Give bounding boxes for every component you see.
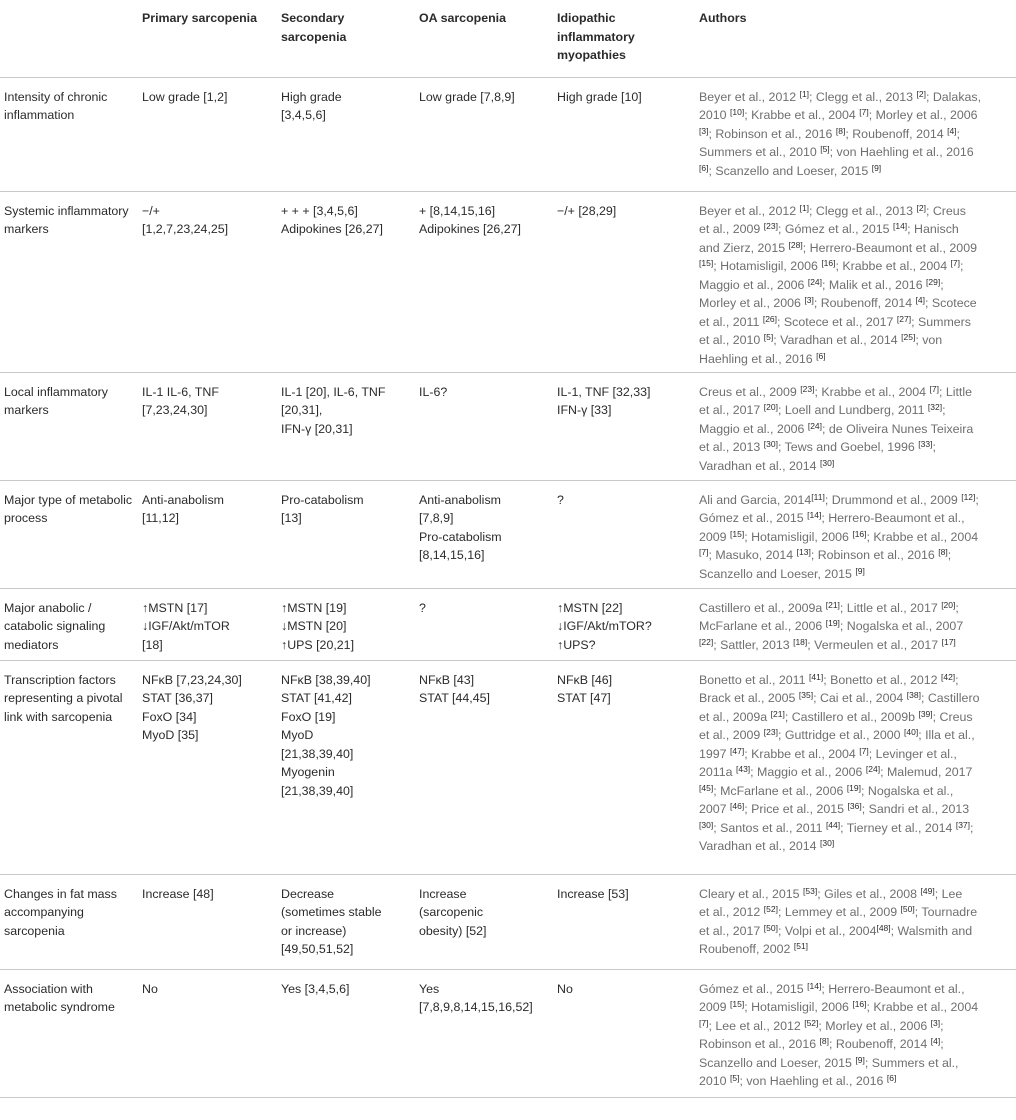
- cell-line: Anti-anabolism: [142, 492, 224, 507]
- reference-number: [15]: [699, 258, 714, 268]
- row-label: Systemic inflammatory markers: [4, 203, 129, 236]
- cell-line: [11,12]: [142, 511, 179, 525]
- reference-number: [48]: [876, 922, 891, 933]
- reference-number: [36]: [847, 801, 862, 811]
- cell-line: MyoD [35]: [142, 728, 199, 742]
- reference-number: [6]: [699, 162, 709, 173]
- cell-line: Pro-catabolism: [281, 492, 364, 507]
- reference-number: [21]: [825, 599, 840, 610]
- reference-number: [26]: [762, 313, 778, 324]
- author-line: Cleary et al., 2015 [53]; Giles et al., 2008 [49]; Lee: [699, 885, 963, 901]
- author-line: McFarlane et al., 2006 [19]; Nogalska et al., 2007: [699, 618, 964, 633]
- cell-line: Anti-anabolism: [419, 492, 501, 507]
- secondary-cell: [277, 191, 415, 372]
- cell-line: [49,50,51,52]: [281, 942, 354, 956]
- reference-number: [11]: [811, 491, 825, 502]
- secondary-cell: [277, 660, 415, 874]
- cell-line: ↑UPS [20,21]: [281, 637, 355, 652]
- reference-number: [8]: [938, 547, 948, 557]
- table-row: [0, 660, 1016, 874]
- author-line: 2009 [15]; Hotamisligil, 2006 [16]; Krabbe et al., 2004: [699, 528, 979, 544]
- cell-line: −/+: [142, 203, 160, 218]
- secondary-cell: [277, 969, 415, 1097]
- cell-line: −/+ [28,29]: [557, 203, 617, 218]
- reference-number: [53]: [803, 885, 818, 896]
- cell-line: [18]: [142, 637, 163, 652]
- cell-line: [13]: [281, 511, 302, 525]
- reference-number: [43]: [735, 764, 751, 774]
- author-line: et al., 2013 [30]; Tews and Goebel, 1996 [33];: [699, 439, 936, 454]
- author-line: [22]; Sattler, 2013 [18]; Vermeulen et al., 2017 [17]: [699, 636, 956, 652]
- cell-line: Yes: [419, 981, 440, 996]
- reference-number: [4]: [930, 1036, 941, 1046]
- reference-number: [12]: [961, 491, 976, 502]
- reference-number: [52]: [763, 904, 778, 914]
- cell-line: NFκB [7,23,24,30]: [142, 672, 242, 687]
- reference-number: [1]: [799, 88, 810, 99]
- header-oa-sarcopenia: OA sarcopenia: [419, 11, 506, 25]
- cell-line: ?: [557, 492, 564, 507]
- author-line: et al., 2017 [20]; Loell and Lundberg, 2011 [32];: [699, 402, 946, 417]
- reference-number: [4]: [947, 125, 957, 136]
- cell-line: MyoD: [281, 728, 314, 742]
- cell-line: (sarcopenic: [419, 905, 484, 919]
- cell-line: FoxO [34]: [142, 709, 197, 724]
- table-row: [0, 588, 1016, 660]
- reference-number: [7]: [859, 107, 869, 117]
- reference-number: [37]: [955, 819, 971, 830]
- authors-cell: [695, 588, 1016, 660]
- cell-line: No: [142, 981, 158, 996]
- cell-line: ↓MSTN [20]: [281, 619, 347, 633]
- author-line: [45]; McFarlane et al., 2006 [19]; Nogalska et al.,: [699, 782, 954, 798]
- cell-line: [1,2,7,23,24,25]: [142, 222, 229, 236]
- row-label: Major type of metabolic process: [4, 492, 133, 525]
- reference-number: [25]: [901, 332, 916, 342]
- authors-cell: [695, 969, 1016, 1097]
- authors-cell: [695, 77, 1016, 191]
- iim-cell: [553, 191, 695, 372]
- secondary-cell: [277, 372, 415, 480]
- cell-line: Adipokines [26,27]: [281, 222, 383, 236]
- cell-line: Pro-catabolism: [419, 529, 502, 544]
- secondary-cell: [277, 480, 415, 588]
- reference-number: [33]: [918, 439, 933, 449]
- author-line: Haehling et al., 2016 [6]: [699, 350, 826, 366]
- reference-number: [20]: [941, 599, 956, 610]
- reference-number: [5]: [820, 144, 830, 154]
- author-line: 2010 [10]; Krabbe et al., 2004 [7]; Morley et al., 2006: [699, 107, 978, 122]
- primary-cell: [138, 480, 277, 588]
- cell-line: Myogenin: [281, 765, 335, 779]
- author-line: et al., 2009 [23]; Gómez et al., 2015 [14]; Hanisch: [699, 221, 959, 236]
- cell-line: ↑UPS?: [557, 637, 596, 652]
- cell-line: NFκB [46]: [557, 672, 613, 687]
- cell-line: ↑MSTN [22]: [557, 600, 623, 615]
- primary-cell: [138, 588, 277, 660]
- reference-number: [5]: [730, 1073, 740, 1083]
- table-row: [0, 191, 1016, 372]
- header-authors: Authors: [699, 11, 747, 25]
- author-line: 2011a [43]; Maggio et al., 2006 [24]; Malemud, 2017: [699, 764, 973, 779]
- reference-number: [7]: [699, 547, 709, 557]
- reference-number: [30]: [820, 838, 835, 848]
- oa-cell: [415, 191, 553, 372]
- row-label: Local inflammatory markers: [4, 384, 108, 417]
- reference-number: [44]: [825, 819, 841, 830]
- cell-line: + + + [3,4,5,6]: [281, 203, 358, 218]
- cell-line: ↑MSTN [17]: [142, 600, 208, 615]
- reference-number: [29]: [926, 276, 941, 287]
- cell-line: NFκB [38,39,40]: [281, 672, 371, 687]
- reference-number: [50]: [900, 904, 915, 914]
- author-line: [7]; Masuko, 2014 [13]; Robinson et al., 2016 [8];: [699, 547, 952, 562]
- cell-line: Increase [48]: [142, 886, 214, 901]
- author-line: et al., 2011 [26]; Scotece et al., 2017 [27]; Summers: [699, 313, 971, 329]
- author-line: et al., 2009a [21]; Castillero et al., 2009b [39]; Creus: [699, 708, 973, 724]
- secondary-cell: [277, 77, 415, 191]
- author-line: 2009 [15]; Hotamisligil, 2006 [16]; Krabbe et al., 2004: [699, 999, 979, 1014]
- cell-line: obesity) [52]: [419, 923, 487, 938]
- reference-number: [24]: [807, 420, 823, 431]
- reference-number: [30]: [820, 457, 835, 468]
- iim-cell: [553, 480, 695, 588]
- author-line: 1997 [47]; Krabbe et al., 2004 [7]; Levinger et al.,: [699, 745, 957, 761]
- reference-number: [3]: [930, 1017, 941, 1028]
- cell-line: IFN-γ [33]: [557, 403, 612, 417]
- author-line: Gómez et al., 2015 [14]; Herrero-Beaumont et al.,: [699, 980, 965, 996]
- author-line: Morley et al., 2006 [3]; Roubenoff, 2014 [4]; Scotece: [699, 295, 977, 310]
- author-line: Creus et al., 2009 [23]; Krabbe et al., 2004 [7]; Little: [699, 383, 972, 399]
- primary-cell: [138, 969, 277, 1097]
- reference-number: [30]: [763, 439, 778, 449]
- reference-number: [19]: [846, 782, 861, 793]
- author-line: et al., 2012 [52]; Lemmey et al., 2009 [50]; Tournadre: [699, 904, 978, 919]
- reference-number: [23]: [763, 727, 778, 737]
- author-line: Varadhan et al., 2014 [30]: [699, 457, 835, 473]
- cell-line: [21,38,39,40]: [281, 746, 354, 761]
- authors-cell: [695, 372, 1016, 480]
- cell-line: IFN-γ [20,31]: [281, 421, 353, 436]
- author-line: [6]; Scanzello and Loeser, 2015 [9]: [699, 162, 882, 178]
- reference-number: [28]: [788, 239, 803, 250]
- cell-line: FoxO [19]: [281, 709, 336, 724]
- reference-number: [23]: [800, 383, 815, 394]
- reference-number: [14]: [807, 980, 822, 991]
- reference-number: [30]: [699, 819, 714, 830]
- oa-cell: [415, 660, 553, 874]
- cell-line: [7,23,24,30]: [142, 403, 208, 417]
- oa-cell: [415, 372, 553, 480]
- row-label: Transcription factors representing a pivotal link with sarcopenia: [4, 672, 123, 724]
- cell-line: ↑MSTN [19]: [281, 600, 347, 615]
- author-line: Castillero et al., 2009a [21]; Little et al., 2017 [20];: [699, 599, 959, 615]
- authors-cell: [695, 191, 1016, 372]
- reference-number: [5]: [763, 332, 774, 342]
- table-row: [0, 372, 1016, 480]
- reference-number: [32]: [927, 402, 943, 412]
- cell-line: [3,4,5,6]: [281, 108, 326, 122]
- reference-number: [38]: [906, 690, 921, 700]
- header-blank: [0, 0, 138, 77]
- author-line: et al., 2010 [5]; Varadhan et al., 2014 [25]; von: [699, 332, 943, 347]
- reference-number: [40]: [904, 727, 919, 737]
- author-line: Scanzello and Loeser, 2015 [9]: [699, 565, 865, 581]
- cell-line: Yes [3,4,5,6]: [281, 981, 350, 996]
- reference-number: [16]: [852, 999, 867, 1009]
- reference-number: [27]: [896, 313, 912, 324]
- author-line: Ali and Garcia, 2014[11]; Drummond et al., 2009 [12];: [699, 491, 979, 507]
- reference-number: [42]: [940, 671, 956, 682]
- secondary-cell: [277, 874, 415, 969]
- cell-line: [7,8,9]: [419, 511, 454, 525]
- author-line: [15]; Hotamisligil, 2006 [16]; Krabbe et al., 2004 [7];: [699, 258, 964, 273]
- primary-cell: [138, 191, 277, 372]
- reference-number: [9]: [855, 565, 865, 576]
- reference-number: [49]: [920, 885, 935, 896]
- header-row: [0, 0, 1016, 77]
- cell-line: IL-1 [20], IL-6, TNF: [281, 384, 386, 399]
- reference-number: [9]: [871, 162, 882, 173]
- author-line: Maggio et al., 2006 [24]; Malik et al., 2016 [29];: [699, 276, 944, 292]
- reference-number: [2]: [916, 202, 926, 213]
- authors-cell: [695, 874, 1016, 969]
- row-label: Changes in fat mass accompanying sarcopenia: [4, 886, 117, 938]
- author-line: et al., 2009 [23]; Guttridge et al., 2000 [40]; Illa et al.,: [699, 727, 975, 742]
- cell-line: STAT [41,42]: [281, 691, 352, 705]
- reference-number: [24]: [865, 764, 881, 774]
- cell-line: (sometimes stable: [281, 905, 382, 919]
- cell-line: ?: [419, 600, 426, 615]
- author-line: Maggio et al., 2006 [24]; de Oliveira Nunes Teixeira: [699, 420, 974, 436]
- author-line: [3]; Robinson et al., 2016 [8]; Roubenoff, 2014 [4];: [699, 125, 960, 141]
- reference-number: [39]: [918, 708, 933, 719]
- reference-number: [51]: [793, 941, 809, 951]
- author-line: Robinson et al., 2016 [8]; Roubenoff, 2014 [4];: [699, 1036, 944, 1051]
- row-label: Intensity of chronic inflammation: [4, 89, 108, 122]
- reference-number: [7]: [950, 258, 960, 268]
- cell-line: Increase [53]: [557, 886, 629, 901]
- author-line: Brack et al., 2005 [35]; Cai et al., 2004 [38]; Castillero: [699, 690, 980, 705]
- author-line: 2007 [46]; Price et al., 2015 [36]; Sandri et al., 2013: [699, 801, 970, 816]
- primary-cell: [138, 660, 277, 874]
- header-secondary-sarcopenia: Secondary sarcopenia: [281, 11, 347, 44]
- cell-line: IL-6?: [419, 384, 448, 399]
- primary-cell: [138, 874, 277, 969]
- reference-number: [4]: [915, 295, 926, 305]
- author-line: [30]; Santos et al., 2011 [44]; Tierney et al., 2014 [37];: [699, 819, 974, 835]
- table-row: [0, 969, 1016, 1097]
- secondary-cell: [277, 588, 415, 660]
- reference-number: [35]: [798, 690, 814, 700]
- iim-cell: [553, 969, 695, 1097]
- cell-line: High grade: [281, 89, 342, 104]
- table-row: [0, 77, 1016, 191]
- reference-number: [8]: [819, 1036, 830, 1046]
- reference-number: [47]: [730, 745, 745, 756]
- reference-number: [19]: [825, 618, 840, 628]
- reference-number: [50]: [763, 922, 778, 933]
- table-row: [0, 480, 1016, 588]
- oa-cell: [415, 969, 553, 1097]
- iim-cell: [553, 874, 695, 969]
- reference-number: [7]: [859, 745, 869, 756]
- author-line: [7]; Lee et al., 2012 [52]; Morley et al., 2006 [3];: [699, 1017, 944, 1033]
- reference-number: [23]: [763, 221, 778, 231]
- oa-cell: [415, 480, 553, 588]
- author-line: Scanzello and Loeser, 2015 [9]; Summers et al.,: [699, 1054, 959, 1070]
- primary-cell: [138, 77, 277, 191]
- author-line: and Zierz, 2015 [28]; Herrero-Beaumont et al., 2009: [699, 239, 977, 255]
- cell-line: STAT [47]: [557, 691, 611, 705]
- cell-line: STAT [44,45]: [419, 691, 490, 705]
- cell-line: + [8,14,15,16]: [419, 203, 496, 218]
- reference-number: [3]: [804, 295, 814, 305]
- reference-number: [15]: [730, 999, 745, 1009]
- reference-number: [6]: [816, 350, 826, 361]
- header-idiopathic-myopathies: Idiopathic inflammatory myopathies: [557, 11, 635, 62]
- row-label: Association with metabolic syndrome: [4, 981, 115, 1014]
- reference-number: [46]: [730, 801, 745, 811]
- authors-cell: [695, 660, 1016, 874]
- reference-number: [14]: [892, 221, 908, 231]
- cell-line: Decrease: [281, 886, 335, 901]
- reference-number: [9]: [855, 1054, 865, 1065]
- header-primary-sarcopenia: Primary sarcopenia: [142, 11, 258, 25]
- reference-number: [16]: [852, 528, 867, 539]
- oa-cell: [415, 77, 553, 191]
- cell-line: [20,31],: [281, 403, 323, 417]
- author-line: Summers et al., 2010 [5]; von Haehling et al., 2016: [699, 144, 974, 159]
- reference-number: [22]: [699, 636, 714, 647]
- cell-line: Low grade [7,8,9]: [419, 89, 515, 104]
- cell-line: IL-1, TNF [32,33]: [557, 384, 651, 399]
- author-line: Bonetto et al., 2011 [41]; Bonetto et al., 2012 [42];: [699, 671, 959, 687]
- reference-number: [24]: [807, 276, 823, 287]
- reference-number: [8]: [835, 125, 846, 136]
- author-line: Roubenoff, 2002 [51]: [699, 941, 809, 956]
- cell-line: NFκB [43]: [419, 672, 475, 687]
- reference-number: [7]: [699, 1017, 709, 1028]
- reference-number: [2]: [916, 88, 926, 99]
- oa-cell: [415, 588, 553, 660]
- reference-number: [6]: [886, 1073, 897, 1083]
- author-line: 2010 [5]; von Haehling et al., 2016 [6]: [699, 1073, 897, 1088]
- reference-number: [21]: [770, 708, 785, 719]
- iim-cell: [553, 588, 695, 660]
- cell-line: or increase): [281, 923, 347, 938]
- author-line: Varadhan et al., 2014 [30]: [699, 838, 835, 853]
- cell-line: No: [557, 981, 573, 996]
- author-line: Beyer et al., 2012 [1]; Clegg et al., 2013 [2]; Creus: [699, 202, 966, 218]
- cell-line: Increase: [419, 886, 467, 901]
- reference-number: [16]: [821, 258, 836, 268]
- author-line: Gómez et al., 2015 [14]; Herrero-Beaumont et al.,: [699, 510, 965, 525]
- reference-number: [3]: [699, 125, 709, 136]
- reference-number: [52]: [804, 1017, 819, 1028]
- cell-line: ↓IGF/Akt/mTOR: [142, 619, 230, 633]
- authors-cell: [695, 480, 1016, 588]
- reference-number: [14]: [807, 510, 822, 520]
- author-line: et al., 2017 [50]; Volpi et al., 2004[48]; Walsmith and: [699, 922, 973, 938]
- table-row: [0, 874, 1016, 969]
- cell-line: [21,38,39,40]: [281, 783, 354, 798]
- author-line: Beyer et al., 2012 [1]; Clegg et al., 2013 [2]; Dalakas,: [699, 88, 982, 104]
- cell-line: [7,8,9,8,14,15,16,52]: [419, 1000, 533, 1014]
- primary-cell: [138, 372, 277, 480]
- reference-number: [15]: [730, 528, 745, 539]
- reference-number: [20]: [763, 402, 778, 412]
- cell-line: High grade [10]: [557, 89, 642, 104]
- cell-line: STAT [36,37]: [142, 691, 213, 705]
- reference-number: [18]: [793, 636, 808, 647]
- reference-number: [45]: [699, 782, 714, 793]
- iim-cell: [553, 660, 695, 874]
- cell-line: Adipokines [26,27]: [419, 222, 521, 236]
- reference-number: [13]: [796, 547, 811, 557]
- iim-cell: [553, 372, 695, 480]
- reference-number: [41]: [809, 671, 824, 682]
- oa-cell: [415, 874, 553, 969]
- reference-number: [17]: [941, 636, 956, 647]
- cell-line: [8,14,15,16]: [419, 548, 485, 562]
- reference-number: [7]: [929, 383, 939, 394]
- cell-line: ↓IGF/Akt/mTOR?: [557, 619, 652, 633]
- cell-line: IL-1 IL-6, TNF: [142, 384, 219, 399]
- reference-number: [1]: [799, 202, 810, 213]
- reference-number: [10]: [730, 107, 745, 117]
- iim-cell: [553, 77, 695, 191]
- cell-line: Low grade [1,2]: [142, 89, 228, 104]
- row-label: Major anabolic / catabolic signaling mediators: [4, 600, 106, 652]
